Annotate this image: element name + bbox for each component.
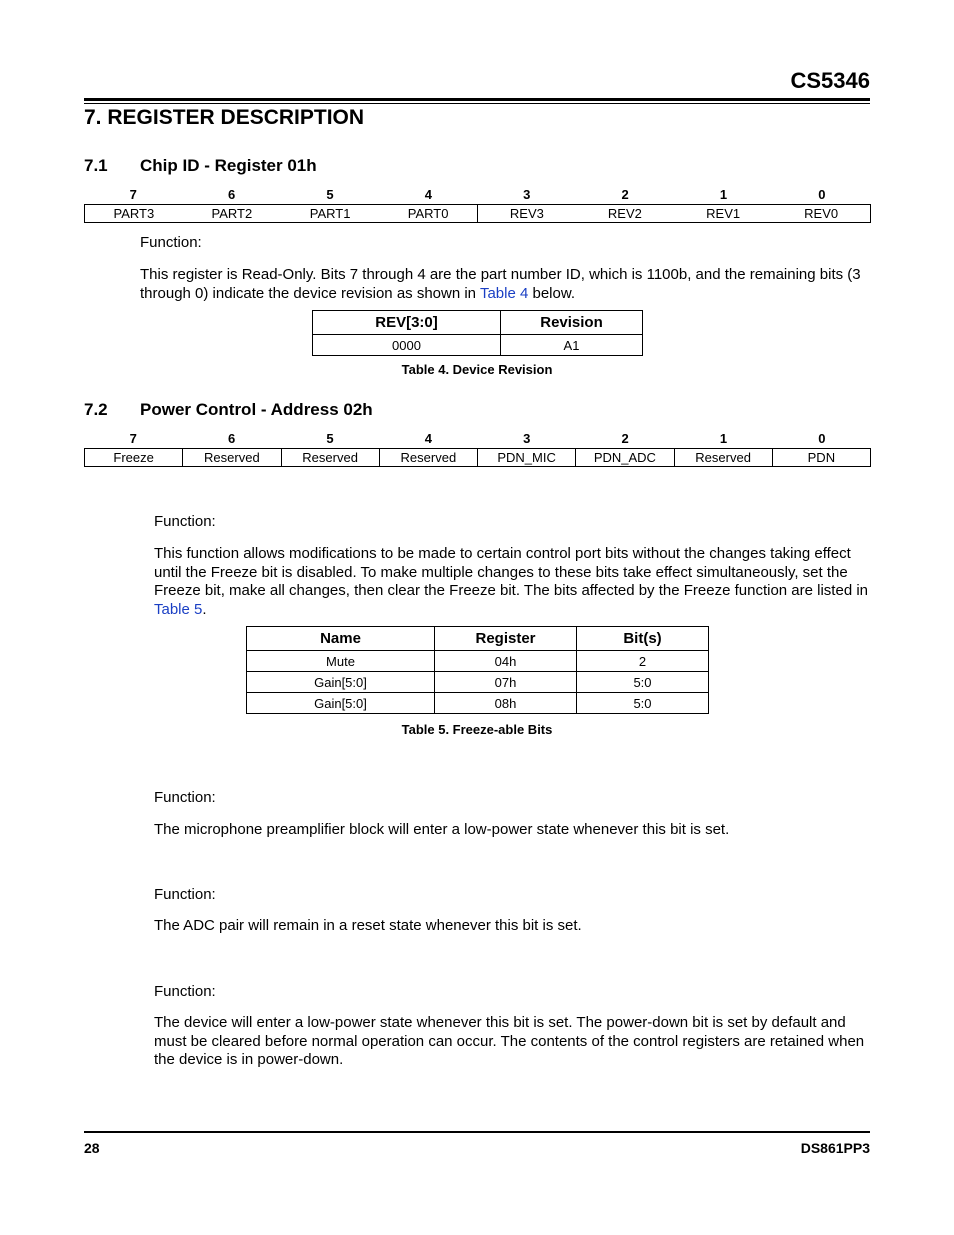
table-cell: 08h	[435, 693, 577, 714]
bit-field: PART3	[85, 205, 183, 223]
document-id: DS861PP3	[800, 1140, 870, 1156]
bit-number: 4	[424, 187, 432, 202]
table-header-row	[247, 627, 709, 651]
bit-field: Freeze	[85, 449, 183, 467]
chapter-heading: 7. REGISTER DESCRIPTION	[84, 106, 365, 129]
pdn-mic-description: The microphone preamplifier block will enter a low-power state whenever this bit is set.	[154, 821, 730, 838]
register-row	[85, 205, 871, 223]
bit-field: Reserved	[674, 449, 772, 467]
bit-field: REV1	[674, 205, 772, 223]
chip-id-description	[140, 266, 875, 303]
section-number: 7.2	[84, 400, 108, 419]
table-row	[247, 651, 709, 672]
description-text: This register is Read-Only. Bits 7 through 4 are the part number ID, which is 1100b, and the remaining bits (3 through 0) indicate the device revision as shown in	[140, 266, 861, 302]
function-label: Function:	[154, 983, 216, 1000]
bit-field: PART1	[281, 205, 379, 223]
column-header: Bit(s)	[577, 627, 709, 651]
freeze-description	[154, 545, 870, 619]
bit-field: PART2	[183, 205, 281, 223]
table-cell: 5:0	[577, 693, 709, 714]
table-cell: Mute	[247, 651, 435, 672]
bit-number: 1	[719, 431, 728, 446]
table-5-link[interactable]: Table 5	[154, 600, 203, 618]
device-revision-table	[312, 310, 643, 356]
bit-number-row	[84, 431, 871, 446]
table-cell: 07h	[435, 672, 577, 693]
table-header-row	[313, 311, 643, 335]
bit-number: 6	[227, 187, 236, 202]
table-cell: 2	[577, 651, 709, 672]
table-cell: Gain[5:0]	[247, 672, 435, 693]
table-4-caption: Table 4. Device Revision	[401, 362, 553, 377]
chip-id-register-table	[84, 204, 871, 223]
column-header: Name	[247, 627, 435, 651]
function-label: Function:	[154, 789, 216, 806]
bit-number: 5	[326, 431, 334, 446]
footer-rule	[84, 1131, 870, 1133]
bit-number: 7	[129, 187, 137, 202]
bit-number: 6	[227, 431, 236, 446]
document-title: CS5346	[790, 68, 870, 93]
freeze-able-bits-table	[246, 626, 709, 714]
bit-number: 0	[818, 431, 826, 446]
bit-field: REV2	[576, 205, 674, 223]
bit-field: PDN_ADC	[576, 449, 674, 467]
bit-number: 7	[129, 431, 137, 446]
table-cell: 0000	[313, 335, 501, 356]
bit-field: Reserved	[281, 449, 379, 467]
bit-field: Reserved	[379, 449, 477, 467]
function-label: Function:	[154, 513, 216, 530]
table-cell: A1	[501, 335, 643, 356]
bit-field: REV0	[772, 205, 870, 223]
column-header: Revision	[501, 311, 643, 335]
table-row	[313, 335, 643, 356]
table-4-link[interactable]: Table 4	[479, 284, 529, 302]
bit-number: 2	[621, 431, 629, 446]
column-header: Register	[435, 627, 577, 651]
bit-number: 4	[424, 431, 432, 446]
description-text: below.	[528, 284, 576, 302]
register-row	[85, 449, 871, 467]
function-label: Function:	[154, 886, 216, 903]
header-rule	[84, 98, 870, 101]
bit-number-row	[84, 187, 871, 202]
section-title: Chip ID - Register 01h	[140, 156, 317, 175]
section-title: Power Control - Address 02h	[140, 400, 373, 419]
section-heading-chip-id	[84, 156, 317, 176]
bit-field: PDN	[772, 449, 870, 467]
bit-number: 0	[818, 187, 826, 202]
bit-number: 2	[621, 187, 629, 202]
pdn-adc-description: The ADC pair will remain in a reset state whenever this bit is set.	[154, 917, 582, 934]
table-cell: 04h	[435, 651, 577, 672]
section-heading-power-control	[84, 400, 373, 420]
power-control-register-table	[84, 448, 871, 467]
table-row	[247, 672, 709, 693]
bit-number: 3	[523, 431, 531, 446]
function-label: Function:	[140, 234, 202, 251]
table-row	[247, 693, 709, 714]
bit-number: 5	[326, 187, 334, 202]
table-cell: 5:0	[577, 672, 709, 693]
page-number: 28	[84, 1140, 100, 1156]
pdn-description: The device will enter a low-power state whenever this bit is set. The power-down bit is set by default and must be cleared before normal operation can occur. The contents of the control registers are retained when the device is in power-down.	[154, 1014, 865, 1068]
bit-field: REV3	[478, 205, 576, 223]
bit-field: Reserved	[183, 449, 281, 467]
bit-field: PART0	[379, 205, 477, 223]
column-header: REV[3:0]	[313, 311, 501, 335]
bit-field: PDN_MIC	[478, 449, 576, 467]
header-rule-thin	[84, 103, 870, 104]
section-number: 7.1	[84, 156, 108, 175]
bit-number: 3	[523, 187, 531, 202]
table-cell: Gain[5:0]	[247, 693, 435, 714]
description-text: .	[202, 600, 207, 618]
bit-number: 1	[719, 187, 728, 202]
description-text: This function allows modifications to be made to certain control port bits without the changes taking effect until the Freeze bit is disabled. To make multiple changes to these bits take effect simultaneously, set the Freeze bit, make all changes, then clear the Freeze bit. The bits affected by the Freeze function are listed in	[154, 545, 869, 599]
table-5-caption: Table 5. Freeze-able Bits	[401, 722, 553, 737]
